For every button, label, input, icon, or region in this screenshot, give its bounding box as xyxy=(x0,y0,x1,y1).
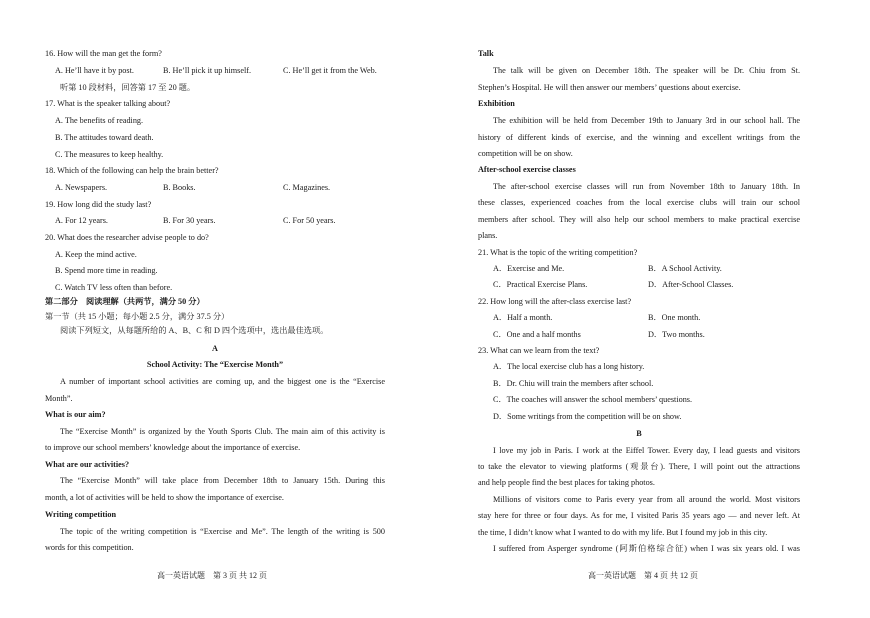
q16-option-a: A. He’ll have it by post. xyxy=(55,66,134,75)
q19-question: 19. How long did the study last? xyxy=(45,200,152,209)
paragraph-line: to take the elevator to viewing platforms (观景台). There, I will point out the attractions xyxy=(478,462,800,471)
section1-note: 第一节（共 15 小题；每小题 2.5 分，满分 37.5 分） xyxy=(45,312,230,321)
heading-exhibition: Exhibition xyxy=(478,99,515,108)
page-footer: 高一英语试题 第 4 页 共 12 页 xyxy=(588,571,698,580)
listen-note: 听第 10 段材料，回答第 17 至 20 题。 xyxy=(60,83,196,92)
q17-option-b: B. The attitudes toward death. xyxy=(55,133,154,142)
q21-option-c: C．Practical Exercise Plans. xyxy=(493,280,588,289)
q17-question: 17. What is the speaker talking about? xyxy=(45,99,171,108)
q23-option-a: A．The local exercise club has a long history. xyxy=(493,362,645,371)
q21-option-b: B．A School Activity. xyxy=(648,264,722,273)
paragraph-line: The “Exercise Month” will take place from December 18th to January 15th. During this xyxy=(60,476,385,485)
page-footer: 高一英语试题 第 3 页 共 12 页 xyxy=(157,571,267,580)
q21-option-d: D．After-School Classes. xyxy=(648,280,734,289)
q18-option-b: B. Books. xyxy=(163,183,196,192)
passage-b-letter: B xyxy=(636,429,642,438)
q16-option-c: C. He’ll get it from the Web. xyxy=(283,66,377,75)
q22-option-c: C．One and a half months xyxy=(493,330,581,339)
q23-question: 23. What can we learn from the text? xyxy=(478,346,600,355)
q20-question: 20. What does the researcher advise people to do? xyxy=(45,233,209,242)
paragraph-line: history of different kinds of exercise, and the winning and excellent writings from the xyxy=(478,133,800,142)
paragraph-line: I love my job in Paris. I work at the Eiffel Tower. Every day, I lead guests and visitors xyxy=(493,446,800,455)
passage-a-title: School Activity: The “Exercise Month” xyxy=(146,360,284,369)
paragraph-line: month, a lot of activities will be held to show the importance of exercise. xyxy=(45,493,284,502)
paragraph-line: these classes, experienced coaches from the local exercise clubs will train our school xyxy=(478,198,800,207)
paragraph-line: Stephen’s Hospital. He will then answer our members’ questions about exercise. xyxy=(478,83,741,92)
q16-question: 16. How will the man get the form? xyxy=(45,49,162,58)
paragraph-line: to improve our school members’ knowledge about the importance of exercise. xyxy=(45,443,301,452)
q22-option-b: B．One month. xyxy=(648,313,701,322)
paragraph-line: Millions of visitors come to Paris every year from all around the world. Most visitors xyxy=(493,495,800,504)
q20-option-c: C. Watch TV less often than before. xyxy=(55,283,173,292)
paragraph-line: The talk will be given on December 18th. The speaker will be Dr. Chiu from St. xyxy=(493,66,800,75)
q17-option-a: A. The benefits of reading. xyxy=(55,116,144,125)
heading-writing-competition: Writing competition xyxy=(45,510,117,519)
paragraph-line: the time, I didn’t know what I wanted to do with my life. But I found my job in this city. xyxy=(478,528,768,537)
paragraph-line: competition will be on show. xyxy=(478,149,573,158)
paragraph-line: stay here for three or four days. As for me, I visited Paris 35 years ago — and never left. At xyxy=(478,511,800,520)
q23-option-d: D．Some writings from the competition will be on show. xyxy=(493,412,682,421)
q18-option-a: A. Newspapers. xyxy=(55,183,108,192)
reading-instruction: 阅读下列短文，从每题所给的 A、B、C 和 D 四个选项中，选出最佳选项。 xyxy=(60,326,329,335)
q18-option-c: C. Magazines. xyxy=(283,183,331,192)
q21-question: 21. What is the topic of the writing competition? xyxy=(478,248,638,257)
q19-option-b: B. For 30 years. xyxy=(163,216,216,225)
q22-option-d: D．Two months. xyxy=(648,330,705,339)
paragraph-line: members after school. They will also help our school members to make practical exercise xyxy=(478,215,800,224)
paragraph-line: words for this competition. xyxy=(45,543,134,552)
q23-option-b: B．Dr. Chiu will train the members after school. xyxy=(493,379,654,388)
part2-heading: 第二部分 阅读理解（共两节，满分 50 分） xyxy=(45,297,205,306)
heading-aim: What is our aim? xyxy=(45,410,106,419)
paragraph-line: The “Exercise Month” is organized by the Youth Sports Club. The main aim of this activity is xyxy=(60,427,385,436)
heading-activities: What are our activities? xyxy=(45,460,130,469)
q18-question: 18. Which of the following can help the brain better? xyxy=(45,166,219,175)
q16-option-b: B. He’ll pick it up himself. xyxy=(163,66,252,75)
q22-option-a: A．Half a month. xyxy=(493,313,553,322)
paragraph-line: Month”. xyxy=(45,394,73,403)
q17-option-c: C. The measures to keep healthy. xyxy=(55,150,164,159)
heading-after-school-classes: After-school exercise classes xyxy=(478,165,576,174)
paragraph-line: The topic of the writing competition is “Exercise and Me”. The length of the writing is 500 xyxy=(60,527,385,536)
paragraph-line: plans. xyxy=(478,231,498,240)
paragraph-line: and help people find the best places for taking photos. xyxy=(478,478,655,487)
paragraph-line: I suffered from Asperger syndrome (阿斯伯格综合征) when I was six years old. I was xyxy=(493,544,800,553)
q20-option-a: A. Keep the mind active. xyxy=(55,250,137,259)
q22-question: 22. How long will the after-class exercise last? xyxy=(478,297,632,306)
passage-a-letter: A xyxy=(212,344,218,353)
paragraph-line: The after-school exercise classes will run from November 18th to January 18th. In xyxy=(493,182,800,191)
q20-option-b: B. Spend more time in reading. xyxy=(55,266,158,275)
heading-talk: Talk xyxy=(478,49,494,58)
q19-option-a: A. For 12 years. xyxy=(55,216,108,225)
paragraph-line: A number of important school activities are coming up, and the biggest one is the “Exercise xyxy=(60,377,385,386)
q23-option-c: C．The coaches will answer the school members’ questions. xyxy=(493,395,693,404)
paragraph-line: The exhibition will be held from December 19th to January 3rd in our school hall. The xyxy=(493,116,800,125)
q19-option-c: C. For 50 years. xyxy=(283,216,336,225)
q21-option-a: A．Exercise and Me. xyxy=(493,264,565,273)
